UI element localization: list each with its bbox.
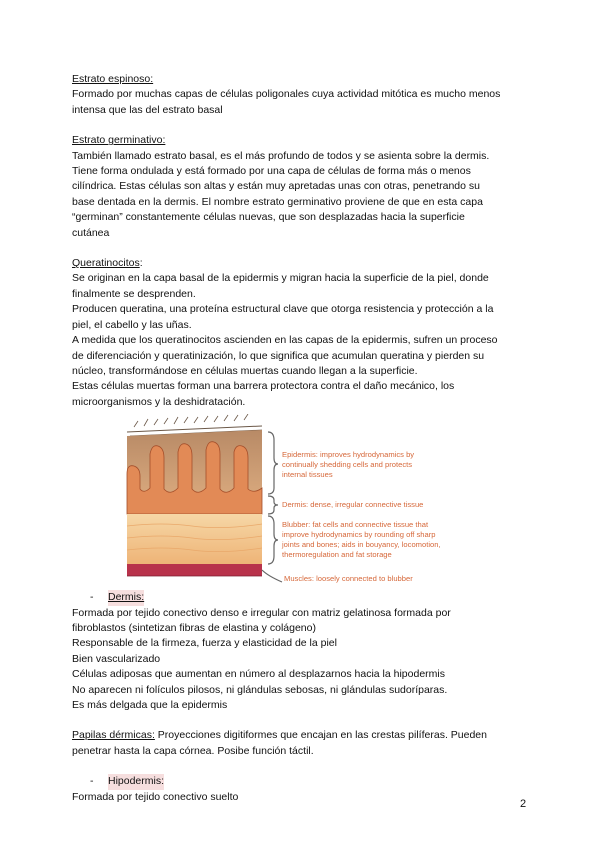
queratinocitos-line: núcleo, transformándose en células muertas cuando llegan a la superficie.	[72, 364, 418, 377]
papilas-title: Papilas dérmicas:	[72, 729, 155, 742]
skin-block	[127, 414, 262, 576]
queratinocitos-title: Queratinocitos	[72, 257, 140, 270]
queratinocitos-line: Se originan en la capa basal de la epidermis y migran hacia la superficie de la piel, donde	[72, 272, 489, 285]
queratinocitos-line: Producen queratina, una proteína estructural clave que otorga resistencia y protección a la	[72, 303, 494, 316]
espinoso-line: intensa que las del estrato basal	[72, 103, 223, 116]
germinativo-title: Estrato germinativo:	[72, 134, 166, 147]
dermis-line: Es más delgada que la epidermis	[72, 698, 228, 711]
epidermis-label: Epidermis: improves hydrodynamics by continually shedding cells and protects internal tissues	[282, 450, 415, 480]
germinativo-line: cilíndrica. Estas células son altas y están muy apretadas unas con otras, penetrando su	[72, 180, 480, 193]
dermis-line: fibroblastos (sintetizan fibras de elastina y colágeno)	[72, 621, 316, 634]
germinativo-line: También llamado estrato basal, es el más profundo de todos y se asienta sobre la dermis.	[72, 149, 490, 162]
bullet-dash: -	[90, 775, 94, 788]
espinoso-line: Formado por muchas capas de células poligonales cuya actividad mitótica es mucho menos	[72, 88, 501, 101]
muscle-layer	[127, 564, 262, 576]
germinativo-line: base dentada en la dermis. El nombre estrato germinativo proviene de que en esta capa	[72, 195, 483, 208]
espinoso-title: Estrato espinoso:	[72, 73, 154, 85]
hipodermis-bullet	[72, 774, 532, 789]
dermis-line: Bien vascularizado	[72, 652, 161, 665]
blubber-layer	[127, 514, 262, 564]
dermis-line: No aparecen ni folículos pilosos, ni glándulas sebosas, ni glándulas sudoríparas.	[72, 683, 448, 696]
dermis-line: Células adiposas que aumentan en número al desplazarnos hacia la hipodermis	[72, 668, 445, 681]
papilas-paragraph: Papilas dérmicas: Proyecciones digitiformes que encajan en las crestas pilíferas. Pueden	[72, 729, 487, 742]
germinativo-line: “germinan” constantemente células nuevas, que son desplazadas hacia la superficie	[72, 211, 465, 224]
queratinocitos-line: A medida que los queratinocitos ascienden en las capas de la epidermis, sufren un proceso	[72, 334, 498, 347]
hipodermis-title: Hipodermis:	[108, 774, 164, 789]
queratinocitos-line: finalmente se desprenden.	[72, 287, 196, 300]
dermis-title: Dermis:	[108, 590, 144, 605]
queratinocitos-heading: Queratinocitos:	[72, 257, 143, 270]
dermis-label: Dermis: dense, irregular connective tissue	[282, 500, 424, 510]
germinativo-line: cutánea	[72, 226, 110, 239]
dermis-line: Formada por tejido conectivo denso e irregular con matriz gelatinosa formada por	[72, 606, 451, 619]
dermis-bullet	[72, 590, 532, 605]
germinativo-line: Tiene forma ondulada y está formado por una capa de células de forma más o menos	[72, 165, 471, 178]
dermis-line: Responsable de la firmeza, fuerza y elasticidad de la piel	[72, 637, 337, 650]
queratinocitos-line: piel, el cabello y las uñas.	[72, 318, 192, 331]
blubber-label: Blubber: fat cells and connective tissue that improve hydrodynamics by rounding off sharp joints and bones; aids in bouyancy, locomotion, thermoregulation and fat storage	[282, 520, 441, 560]
page-number: 2	[520, 798, 527, 810]
skin-layers-figure	[122, 414, 542, 584]
papilas-line: penetrar hasta la capa córnea. Posibe función táctil.	[72, 744, 314, 757]
muscles-label: Muscles: loosely connected to blubber	[284, 574, 413, 584]
bullet-dash: -	[90, 591, 94, 604]
queratinocitos-line: de diferenciación y queratinización, lo que significa que acumulan queratina y pierden su	[72, 349, 485, 362]
label-brackets	[262, 432, 282, 582]
queratinocitos-line: microorganismos y la deshidratación.	[72, 395, 246, 408]
queratinocitos-line: Estas células muertas forman una barrera protectora contra el daño mecánico, los	[72, 380, 455, 393]
document-page	[72, 72, 532, 805]
hipodermis-line: Formada por tejido conectivo suelto	[72, 790, 239, 803]
